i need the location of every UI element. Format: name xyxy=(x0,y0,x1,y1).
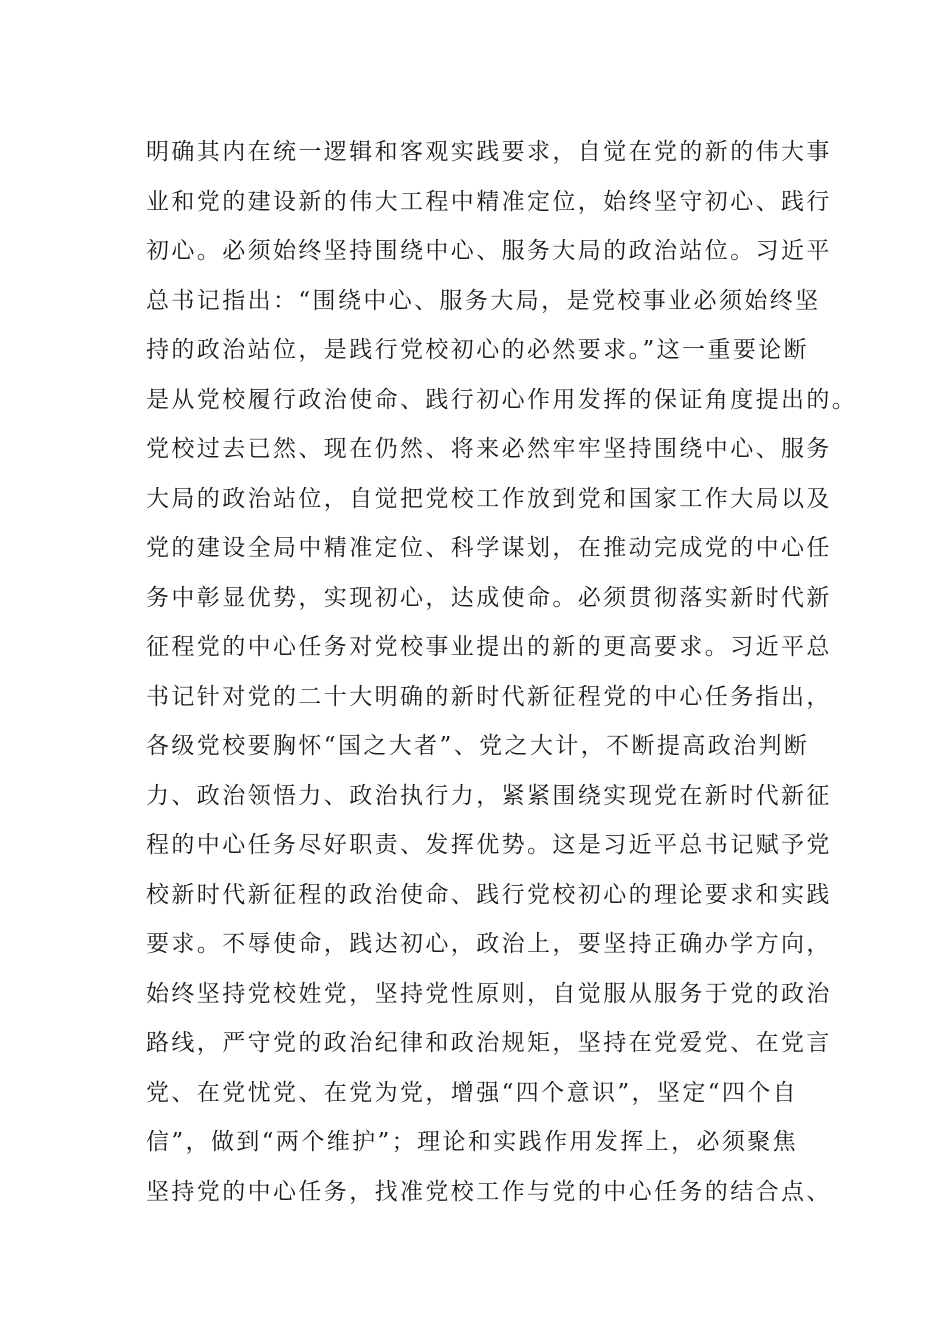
text-line: 要求。不辱使命，践达初心，政治上，要坚持正确办学方向， xyxy=(146,931,832,957)
text-line: 总书记指出：“围绕中心、服务大局，是党校事业必须始终坚 xyxy=(146,287,821,314)
text-line: 务中彰显优势，实现初心，达成使命。必须贯彻落实新时代新 xyxy=(146,584,832,611)
text-line: 力、政治领悟力、政治执行力，紧紧围绕实现党在新时代新征 xyxy=(146,782,832,809)
text-line: 征程党的中心任务对党校事业提出的新的更高要求。习近平总 xyxy=(146,634,832,660)
text-line: 大局的政治站位，自觉把党校工作放到党和国家工作大局以及 xyxy=(146,485,832,512)
text-line: 始终坚持党校姓党，坚持党性原则，自觉服从服务于党的政治 xyxy=(146,980,832,1007)
text-line: 坚持党的中心任务，找准党校工作与党的中心任务的结合点、 xyxy=(146,1178,832,1205)
text-line: 初心。必须始终坚持围绕中心、服务大局的政治站位。习近平 xyxy=(146,238,832,264)
text-line: 校新时代新征程的政治使命、践行党校初心的理论要求和实践 xyxy=(146,881,832,908)
text-line: 各级党校要胸怀“国之大者”、党之大计，不断提高政治判断 xyxy=(146,733,810,759)
text-line: 业和党的建设新的伟大工程中精准定位，始终坚守初心、践行 xyxy=(146,188,832,215)
text-line: 是从党校履行政治使命、践行初心作用发挥的保证角度提出的。 xyxy=(146,386,858,413)
text-line: 党的建设全局中精准定位、科学谋划，在推动完成党的中心任 xyxy=(146,535,832,561)
text-line: 持的政治站位，是践行党校初心的必然要求。”这一重要论断 xyxy=(146,337,810,363)
text-line: 党校过去已然、现在仍然、将来必然牢牢坚持围绕中心、服务 xyxy=(146,436,832,462)
text-line: 明确其内在统一逻辑和客观实践要求，自觉在党的新的伟大事 xyxy=(146,139,832,165)
text-line: 书记针对党的二十大明确的新时代新征程党的中心任务指出， xyxy=(146,683,832,710)
body-text xyxy=(146,128,858,1217)
text-line: 路线，严守党的政治纪律和政治规矩，坚持在党爱党、在党言 xyxy=(146,1030,832,1056)
text-line: 程的中心任务尽好职责、发挥优势。这是习近平总书记赋予党 xyxy=(146,832,832,858)
text-line: 信”，做到“两个维护”；理论和实践作用发挥上，必须聚焦 xyxy=(146,1129,799,1155)
text-line: 党、在党忧党、在党为党，增强“四个意识”，坚定“四个自 xyxy=(146,1079,799,1106)
